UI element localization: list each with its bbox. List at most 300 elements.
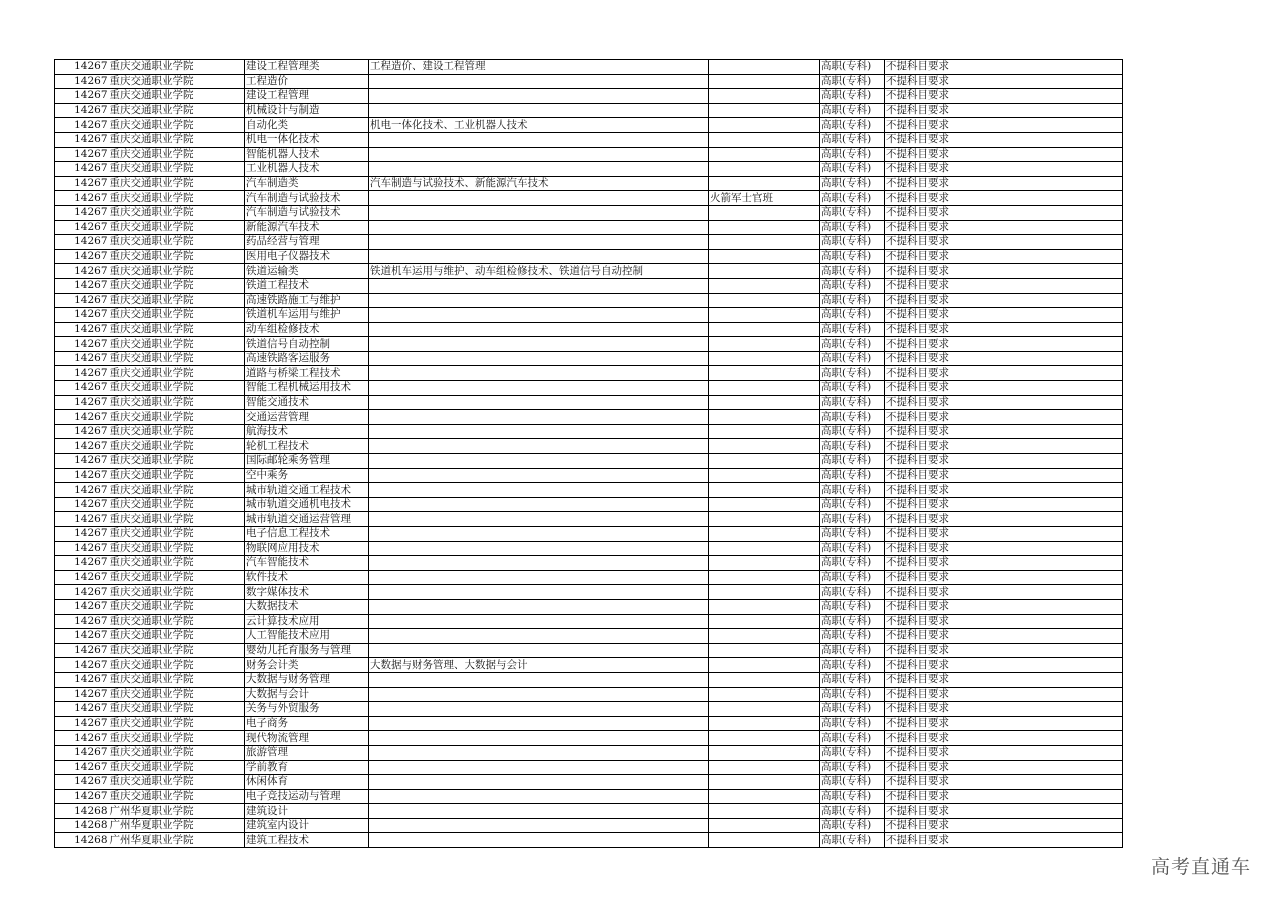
major-name-cell: 工业机器人技术 (245, 162, 369, 177)
note-cell (709, 497, 820, 512)
note-cell (709, 74, 820, 89)
major-name-cell: 汽车智能技术 (245, 556, 369, 571)
note-cell (709, 89, 820, 104)
school-name-cell: 重庆交通职业学院 (109, 497, 245, 512)
note-cell (709, 658, 820, 673)
level-cell: 高职(专科) (820, 468, 885, 483)
level-cell: 高职(专科) (820, 337, 885, 352)
table-row (55, 89, 1123, 104)
level-cell: 高职(专科) (820, 731, 885, 746)
school-name-cell: 重庆交通职业学院 (109, 702, 245, 717)
major-name-cell: 物联网应用技术 (245, 541, 369, 556)
school-code-cell: 14267 (55, 381, 109, 396)
subject-requirement-cell: 不提科目要求 (885, 410, 1123, 425)
table-row (55, 716, 1123, 731)
note-cell (709, 702, 820, 717)
major-name-cell: 国际邮轮乘务管理 (245, 454, 369, 469)
note-cell (709, 818, 820, 833)
school-name-cell: 重庆交通职业学院 (109, 351, 245, 366)
level-cell: 高职(专科) (820, 745, 885, 760)
level-cell: 高职(专科) (820, 235, 885, 250)
school-code-cell: 14267 (55, 527, 109, 542)
included-majors-cell (369, 716, 709, 731)
level-cell: 高职(专科) (820, 629, 885, 644)
note-cell (709, 220, 820, 235)
school-code-cell: 14267 (55, 497, 109, 512)
level-cell: 高职(专科) (820, 570, 885, 585)
level-cell: 高职(专科) (820, 599, 885, 614)
school-name-cell: 重庆交通职业学院 (109, 687, 245, 702)
included-majors-cell: 工程造价、建设工程管理 (369, 60, 709, 75)
note-cell (709, 629, 820, 644)
subject-requirement-cell: 不提科目要求 (885, 191, 1123, 206)
subject-requirement-cell: 不提科目要求 (885, 687, 1123, 702)
subject-requirement-cell: 不提科目要求 (885, 658, 1123, 673)
school-code-cell: 14267 (55, 454, 109, 469)
school-code-cell: 14267 (55, 278, 109, 293)
subject-requirement-cell: 不提科目要求 (885, 249, 1123, 264)
table-row (55, 599, 1123, 614)
school-code-cell: 14268 (55, 833, 109, 848)
school-code-cell: 14267 (55, 599, 109, 614)
school-code-cell: 14267 (55, 760, 109, 775)
table-row (55, 541, 1123, 556)
subject-requirement-cell: 不提科目要求 (885, 74, 1123, 89)
level-cell: 高职(专科) (820, 833, 885, 848)
school-code-cell: 14267 (55, 235, 109, 250)
table-row (55, 789, 1123, 804)
major-name-cell: 机电一体化技术 (245, 132, 369, 147)
school-name-cell: 重庆交通职业学院 (109, 541, 245, 556)
major-name-cell: 电子信息工程技术 (245, 527, 369, 542)
school-code-cell: 14267 (55, 731, 109, 746)
included-majors-cell (369, 308, 709, 323)
major-name-cell: 建设工程管理 (245, 89, 369, 104)
major-name-cell: 铁道机车运用与维护 (245, 308, 369, 323)
subject-requirement-cell: 不提科目要求 (885, 731, 1123, 746)
note-cell (709, 643, 820, 658)
subject-requirement-cell: 不提科目要求 (885, 235, 1123, 250)
note-cell (709, 249, 820, 264)
table-row (55, 103, 1123, 118)
major-name-cell: 城市轨道交通工程技术 (245, 483, 369, 498)
table-row (55, 687, 1123, 702)
note-cell (709, 381, 820, 396)
school-name-cell: 重庆交通职业学院 (109, 220, 245, 235)
subject-requirement-cell: 不提科目要求 (885, 176, 1123, 191)
school-name-cell: 重庆交通职业学院 (109, 556, 245, 571)
included-majors-cell (369, 454, 709, 469)
school-code-cell: 14267 (55, 716, 109, 731)
school-code-cell: 14267 (55, 191, 109, 206)
level-cell: 高职(专科) (820, 410, 885, 425)
note-cell (709, 512, 820, 527)
subject-requirement-cell: 不提科目要求 (885, 162, 1123, 177)
note-cell (709, 439, 820, 454)
school-code-cell: 14267 (55, 220, 109, 235)
school-code-cell: 14267 (55, 629, 109, 644)
level-cell: 高职(专科) (820, 395, 885, 410)
note-cell (709, 468, 820, 483)
included-majors-cell (369, 249, 709, 264)
subject-requirement-cell: 不提科目要求 (885, 381, 1123, 396)
included-majors-cell (369, 162, 709, 177)
level-cell: 高职(专科) (820, 804, 885, 819)
included-majors-cell (369, 351, 709, 366)
school-name-cell: 重庆交通职业学院 (109, 454, 245, 469)
included-majors-cell (369, 731, 709, 746)
school-name-cell: 重庆交通职业学院 (109, 775, 245, 790)
included-majors-cell: 机电一体化技术、工业机器人技术 (369, 118, 709, 133)
table-row (55, 556, 1123, 571)
level-cell: 高职(专科) (820, 614, 885, 629)
school-code-cell: 14267 (55, 308, 109, 323)
subject-requirement-cell: 不提科目要求 (885, 804, 1123, 819)
major-name-cell: 关务与外贸服务 (245, 702, 369, 717)
table-row (55, 483, 1123, 498)
major-name-cell: 建筑室内设计 (245, 818, 369, 833)
school-name-cell: 重庆交通职业学院 (109, 439, 245, 454)
major-name-cell: 大数据与财务管理 (245, 672, 369, 687)
school-code-cell: 14267 (55, 395, 109, 410)
major-name-cell: 铁道信号自动控制 (245, 337, 369, 352)
level-cell: 高职(专科) (820, 89, 885, 104)
table-row (55, 833, 1123, 848)
school-code-cell: 14267 (55, 614, 109, 629)
subject-requirement-cell: 不提科目要求 (885, 308, 1123, 323)
school-name-cell: 重庆交通职业学院 (109, 162, 245, 177)
school-code-cell: 14267 (55, 60, 109, 75)
major-name-cell: 汽车制造类 (245, 176, 369, 191)
school-name-cell: 重庆交通职业学院 (109, 89, 245, 104)
included-majors-cell (369, 366, 709, 381)
major-name-cell: 智能工程机械运用技术 (245, 381, 369, 396)
included-majors-cell (369, 556, 709, 571)
school-name-cell: 重庆交通职业学院 (109, 468, 245, 483)
school-code-cell: 14267 (55, 366, 109, 381)
school-name-cell: 重庆交通职业学院 (109, 643, 245, 658)
table-row (55, 147, 1123, 162)
note-cell (709, 278, 820, 293)
note-cell (709, 614, 820, 629)
school-name-cell: 重庆交通职业学院 (109, 103, 245, 118)
table-row (55, 527, 1123, 542)
subject-requirement-cell: 不提科目要求 (885, 614, 1123, 629)
school-name-cell: 重庆交通职业学院 (109, 716, 245, 731)
school-code-cell: 14267 (55, 103, 109, 118)
major-name-cell: 婴幼儿托育服务与管理 (245, 643, 369, 658)
table-row (55, 176, 1123, 191)
school-code-cell: 14267 (55, 745, 109, 760)
school-code-cell: 14268 (55, 804, 109, 819)
table-row (55, 74, 1123, 89)
major-name-cell: 铁道运输类 (245, 264, 369, 279)
level-cell: 高职(专科) (820, 818, 885, 833)
subject-requirement-cell: 不提科目要求 (885, 205, 1123, 220)
note-cell (709, 599, 820, 614)
school-name-cell: 重庆交通职业学院 (109, 760, 245, 775)
note-cell (709, 745, 820, 760)
note-cell (709, 103, 820, 118)
included-majors-cell (369, 483, 709, 498)
note-cell (709, 351, 820, 366)
subject-requirement-cell: 不提科目要求 (885, 629, 1123, 644)
level-cell: 高职(专科) (820, 366, 885, 381)
table-row (55, 454, 1123, 469)
included-majors-cell (369, 220, 709, 235)
included-majors-cell (369, 278, 709, 293)
included-majors-cell (369, 585, 709, 600)
major-name-cell: 动车组检修技术 (245, 322, 369, 337)
level-cell: 高职(专科) (820, 147, 885, 162)
major-name-cell: 云计算技术应用 (245, 614, 369, 629)
included-majors-cell (369, 293, 709, 308)
note-cell (709, 483, 820, 498)
note-cell (709, 308, 820, 323)
level-cell: 高职(专科) (820, 687, 885, 702)
table-row (55, 351, 1123, 366)
major-name-cell: 轮机工程技术 (245, 439, 369, 454)
note-cell (709, 775, 820, 790)
subject-requirement-cell: 不提科目要求 (885, 424, 1123, 439)
major-name-cell: 智能交通技术 (245, 395, 369, 410)
school-name-cell: 重庆交通职业学院 (109, 293, 245, 308)
level-cell: 高职(专科) (820, 351, 885, 366)
included-majors-cell (369, 381, 709, 396)
included-majors-cell (369, 235, 709, 250)
major-name-cell: 药品经营与管理 (245, 235, 369, 250)
note-cell (709, 424, 820, 439)
subject-requirement-cell: 不提科目要求 (885, 454, 1123, 469)
school-name-cell: 广州华夏职业学院 (109, 818, 245, 833)
school-name-cell: 重庆交通职业学院 (109, 308, 245, 323)
included-majors-cell (369, 395, 709, 410)
note-cell (709, 760, 820, 775)
subject-requirement-cell: 不提科目要求 (885, 322, 1123, 337)
included-majors-cell (369, 497, 709, 512)
major-name-cell: 建设工程管理类 (245, 60, 369, 75)
admissions-table-body (55, 60, 1123, 848)
table-row (55, 278, 1123, 293)
major-name-cell: 汽车制造与试验技术 (245, 205, 369, 220)
note-cell (709, 541, 820, 556)
included-majors-cell (369, 74, 709, 89)
school-code-cell: 14267 (55, 293, 109, 308)
major-name-cell: 现代物流管理 (245, 731, 369, 746)
level-cell: 高职(专科) (820, 424, 885, 439)
note-cell (709, 118, 820, 133)
subject-requirement-cell: 不提科目要求 (885, 789, 1123, 804)
included-majors-cell (369, 629, 709, 644)
major-name-cell: 财务会计类 (245, 658, 369, 673)
note-cell (709, 570, 820, 585)
level-cell: 高职(专科) (820, 775, 885, 790)
major-name-cell: 汽车制造与试验技术 (245, 191, 369, 206)
subject-requirement-cell: 不提科目要求 (885, 497, 1123, 512)
note-cell (709, 454, 820, 469)
table-row (55, 614, 1123, 629)
table-row (55, 395, 1123, 410)
level-cell: 高职(专科) (820, 454, 885, 469)
school-code-cell: 14268 (55, 818, 109, 833)
subject-requirement-cell: 不提科目要求 (885, 366, 1123, 381)
school-code-cell: 14267 (55, 162, 109, 177)
school-name-cell: 重庆交通职业学院 (109, 381, 245, 396)
included-majors-cell (369, 468, 709, 483)
school-code-cell: 14267 (55, 337, 109, 352)
school-code-cell: 14267 (55, 74, 109, 89)
table-row (55, 191, 1123, 206)
note-cell (709, 337, 820, 352)
included-majors-cell (369, 541, 709, 556)
included-majors-cell (369, 512, 709, 527)
note-cell (709, 395, 820, 410)
major-name-cell: 高速铁路客运服务 (245, 351, 369, 366)
school-name-cell: 重庆交通职业学院 (109, 527, 245, 542)
table-row (55, 322, 1123, 337)
admissions-table (54, 59, 1123, 848)
major-name-cell: 智能机器人技术 (245, 147, 369, 162)
table-row (55, 60, 1123, 75)
school-name-cell: 重庆交通职业学院 (109, 789, 245, 804)
school-name-cell: 重庆交通职业学院 (109, 176, 245, 191)
note-cell (709, 833, 820, 848)
level-cell: 高职(专科) (820, 308, 885, 323)
note-cell (709, 176, 820, 191)
school-code-cell: 14267 (55, 468, 109, 483)
table-row (55, 132, 1123, 147)
table-row (55, 424, 1123, 439)
subject-requirement-cell: 不提科目要求 (885, 775, 1123, 790)
school-name-cell: 重庆交通职业学院 (109, 512, 245, 527)
included-majors-cell (369, 833, 709, 848)
school-code-cell: 14267 (55, 585, 109, 600)
included-majors-cell (369, 191, 709, 206)
school-code-cell: 14267 (55, 351, 109, 366)
note-cell (709, 410, 820, 425)
level-cell: 高职(专科) (820, 512, 885, 527)
school-code-cell: 14267 (55, 672, 109, 687)
table-row (55, 162, 1123, 177)
subject-requirement-cell: 不提科目要求 (885, 599, 1123, 614)
major-name-cell: 电子商务 (245, 716, 369, 731)
level-cell: 高职(专科) (820, 527, 885, 542)
included-majors-cell (369, 643, 709, 658)
subject-requirement-cell: 不提科目要求 (885, 541, 1123, 556)
subject-requirement-cell: 不提科目要求 (885, 585, 1123, 600)
school-code-cell: 14267 (55, 512, 109, 527)
note-cell (709, 162, 820, 177)
note-cell (709, 264, 820, 279)
major-name-cell: 电子竞技运动与管理 (245, 789, 369, 804)
included-majors-cell (369, 775, 709, 790)
school-code-cell: 14267 (55, 176, 109, 191)
subject-requirement-cell: 不提科目要求 (885, 556, 1123, 571)
school-name-cell: 重庆交通职业学院 (109, 672, 245, 687)
table-row (55, 512, 1123, 527)
subject-requirement-cell: 不提科目要求 (885, 147, 1123, 162)
table-row (55, 497, 1123, 512)
table-row (55, 585, 1123, 600)
subject-requirement-cell: 不提科目要求 (885, 745, 1123, 760)
included-majors-cell (369, 614, 709, 629)
level-cell: 高职(专科) (820, 322, 885, 337)
included-majors-cell (369, 527, 709, 542)
level-cell: 高职(专科) (820, 118, 885, 133)
school-name-cell: 广州华夏职业学院 (109, 833, 245, 848)
note-cell (709, 716, 820, 731)
major-name-cell: 建筑设计 (245, 804, 369, 819)
note-cell (709, 60, 820, 75)
major-name-cell: 学前教育 (245, 760, 369, 775)
school-code-cell: 14267 (55, 410, 109, 425)
major-name-cell: 航海技术 (245, 424, 369, 439)
level-cell: 高职(专科) (820, 249, 885, 264)
watermark-text: 高考直通车 (1150, 856, 1251, 878)
table-row (55, 775, 1123, 790)
level-cell: 高职(专科) (820, 585, 885, 600)
note-cell (709, 366, 820, 381)
major-name-cell: 城市轨道交通运营管理 (245, 512, 369, 527)
table-row (55, 570, 1123, 585)
subject-requirement-cell: 不提科目要求 (885, 60, 1123, 75)
level-cell: 高职(专科) (820, 760, 885, 775)
level-cell: 高职(专科) (820, 381, 885, 396)
included-majors-cell (369, 322, 709, 337)
school-name-cell: 重庆交通职业学院 (109, 322, 245, 337)
included-majors-cell (369, 103, 709, 118)
school-name-cell: 重庆交通职业学院 (109, 205, 245, 220)
subject-requirement-cell: 不提科目要求 (885, 278, 1123, 293)
table-row (55, 337, 1123, 352)
table-row (55, 205, 1123, 220)
subject-requirement-cell: 不提科目要求 (885, 337, 1123, 352)
level-cell: 高职(专科) (820, 643, 885, 658)
subject-requirement-cell: 不提科目要求 (885, 483, 1123, 498)
note-cell (709, 804, 820, 819)
subject-requirement-cell: 不提科目要求 (885, 264, 1123, 279)
major-name-cell: 交通运营管理 (245, 410, 369, 425)
level-cell: 高职(专科) (820, 789, 885, 804)
level-cell: 高职(专科) (820, 702, 885, 717)
school-name-cell: 重庆交通职业学院 (109, 614, 245, 629)
table-row (55, 804, 1123, 819)
school-code-cell: 14267 (55, 775, 109, 790)
school-code-cell: 14267 (55, 789, 109, 804)
school-name-cell: 重庆交通职业学院 (109, 599, 245, 614)
school-code-cell: 14267 (55, 132, 109, 147)
subject-requirement-cell: 不提科目要求 (885, 351, 1123, 366)
major-name-cell: 新能源汽车技术 (245, 220, 369, 235)
school-code-cell: 14267 (55, 118, 109, 133)
school-name-cell: 广州华夏职业学院 (109, 804, 245, 819)
included-majors-cell (369, 439, 709, 454)
subject-requirement-cell: 不提科目要求 (885, 833, 1123, 848)
level-cell: 高职(专科) (820, 541, 885, 556)
included-majors-cell (369, 337, 709, 352)
level-cell: 高职(专科) (820, 205, 885, 220)
subject-requirement-cell: 不提科目要求 (885, 132, 1123, 147)
included-majors-cell (369, 570, 709, 585)
subject-requirement-cell: 不提科目要求 (885, 89, 1123, 104)
school-name-cell: 重庆交通职业学院 (109, 60, 245, 75)
level-cell: 高职(专科) (820, 264, 885, 279)
school-code-cell: 14267 (55, 658, 109, 673)
table-row (55, 264, 1123, 279)
included-majors-cell (369, 687, 709, 702)
major-name-cell: 自动化类 (245, 118, 369, 133)
school-code-cell: 14267 (55, 205, 109, 220)
